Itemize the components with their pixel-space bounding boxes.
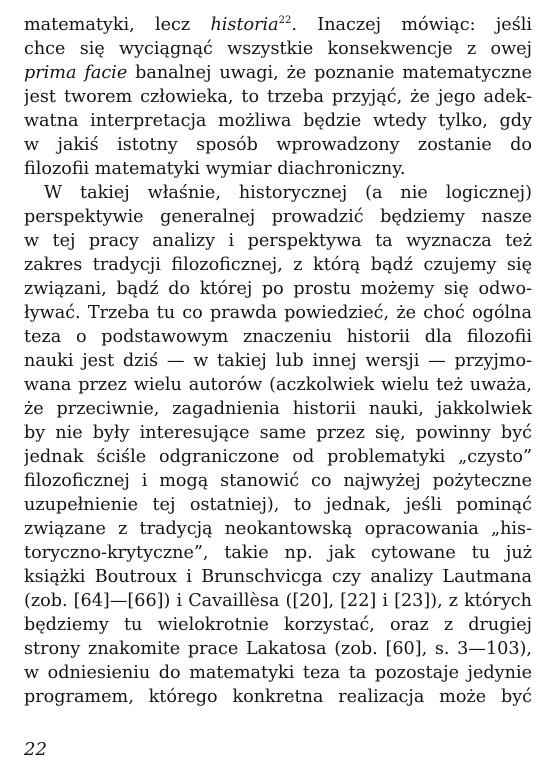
- text-line: by nie były interesujące same przez się, powinny być: [24, 423, 532, 443]
- text-line: filozofii matematyki wymiar diachroniczny.: [24, 159, 406, 179]
- italic-term: prima facie: [24, 63, 128, 83]
- text-line: nauki jest dziś — w takiej lub innej wersji — przyjmo-: [24, 351, 532, 371]
- text-line: wana przez wielu autorów (aczkolwiek wielu też uważa,: [24, 375, 532, 395]
- text-line: toryczno-krytyczne”, takie np. jak cytowane tu już: [24, 543, 532, 563]
- text-line: filozoficznej i mogą stanowić co najwyżej pożyteczne: [24, 471, 532, 491]
- text-line: [24, 13, 532, 37]
- text-line: chce się wyciągnąć wszystkie konsekwencje z owej: [24, 39, 532, 59]
- text-line: strony znakomite prace Lakatosa (zob. [60], s. 3—103),: [24, 639, 532, 659]
- paragraph-first-line: W takiej właśnie, historycznej (a nie logicznej): [44, 183, 532, 203]
- text-line: ływać. Trzeba tu co prawda powiedzieć, że choć ogólna: [24, 303, 532, 323]
- text-line: związani, bądź do której po prostu możemy się odwo-: [24, 279, 532, 299]
- italic-term: historia: [210, 15, 279, 35]
- text-line: w tej pracy analizy i perspektywa ta wyznacza też: [24, 231, 532, 251]
- text-line: w jakiś istotny sposób wprowadzony zostanie do: [24, 135, 532, 155]
- text-line: jednak ściśle odgraniczone od problematyki „czysto”: [24, 447, 532, 467]
- text-line: będziemy tu wielokrotnie korzystać, oraz z drugiej: [24, 615, 532, 635]
- page-number: 22: [24, 739, 47, 760]
- text-line: w odniesieniu do matematyki teza ta pozostaje jedynie: [24, 663, 532, 683]
- body-text: [24, 13, 532, 709]
- text-run: banalnej uwagi, że poznanie matematyczne: [127, 63, 532, 83]
- text-line: teza o podstawowym znaczeniu historii dla filozofii: [24, 327, 532, 347]
- text-line: że przeciwnie, zagadnienia historii nauki, jakkolwiek: [24, 399, 532, 419]
- text-run: matematyki, lecz: [24, 15, 211, 35]
- text-line: jest tworem człowieka, to trzeba przyjąć, że jego adek-: [24, 87, 532, 107]
- text-line: [24, 61, 532, 85]
- text-line: perspektywie generalnej prowadzić będziemy nasze: [24, 207, 532, 227]
- text-line: związane z tradycją neokantowską opracowania „his-: [24, 519, 532, 539]
- text-run: . Inaczej mówiąc: jeśli: [291, 15, 532, 35]
- text-line: zakres tradycji filozoficznej, z którą bądź czujemy się: [24, 255, 532, 275]
- text-line: książki Boutroux i Brunschvicga czy analizy Lautmana: [24, 567, 532, 587]
- text-line: watna interpretacja możliwa będzie wtedy tylko, gdy: [24, 111, 532, 131]
- text-line: uzupełnienie tej ostatniej), to jednak, jeśli pominąć: [24, 495, 532, 515]
- footnote-marker: 22: [278, 15, 292, 26]
- text-line: (zob. [64]—[66]) i Cavaillèsa ([20], [22] i [23]), z których: [24, 591, 532, 611]
- text-line: programem, którego konkretna realizacja może być: [24, 687, 532, 707]
